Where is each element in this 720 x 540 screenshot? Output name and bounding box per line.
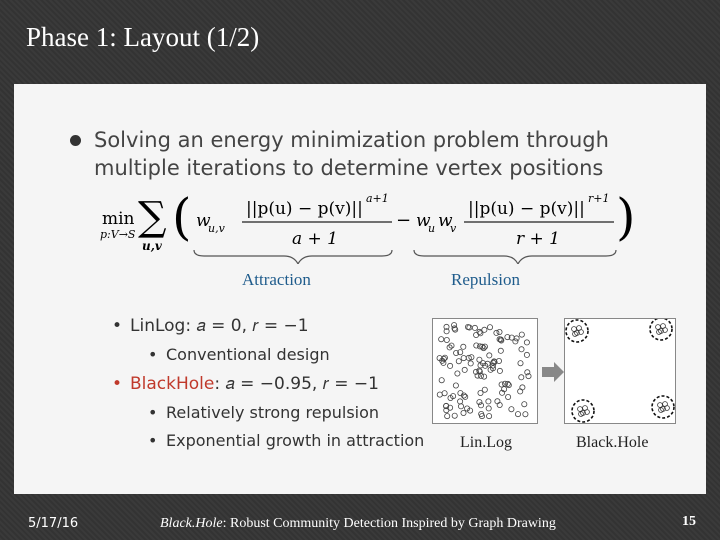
linlog-node [445, 414, 450, 419]
formula-left-paren-icon: ( [172, 188, 192, 246]
linlog-node [514, 336, 519, 341]
linlog-node [518, 361, 523, 366]
linlog-node [439, 337, 444, 342]
main-bullet-line2: multiple iterations to determine vertex positions [94, 156, 604, 180]
linlog-panel [432, 318, 538, 424]
linlog-label: Lin.Log [460, 434, 512, 451]
linlog-node [442, 391, 447, 396]
linlog-node [458, 404, 463, 409]
linlog-node [456, 359, 461, 364]
linlog-node [519, 347, 524, 352]
linlog-node [461, 356, 466, 361]
linlog-node [453, 383, 458, 388]
blackhole-cluster-ring [566, 320, 588, 342]
formula-svg [98, 184, 658, 264]
linlog-node [463, 394, 468, 399]
linlog-node [474, 332, 479, 337]
linlog-node [486, 406, 491, 411]
formula-min-sub: p:V→S [100, 228, 136, 241]
slide-title: Phase 1: Layout (1/2) [26, 22, 260, 52]
linlog-node [518, 389, 523, 394]
linlog-node [472, 325, 477, 330]
linlog-node [461, 344, 466, 349]
linlog-node [439, 378, 444, 383]
formula-rep-num: ||p(u) − p(v)|| [468, 199, 585, 219]
repulsion-brace-icon [414, 250, 616, 264]
linlog-node [522, 402, 527, 407]
sub-bullet-linlog: • LinLog: 𝑎 = 0, 𝑟 = −1 [112, 316, 309, 336]
linlog-node [486, 399, 491, 404]
main-bullet-line1: Solving an energy minimization problem through [94, 128, 609, 152]
sub-bullet-conventional: • Conventional design [148, 345, 330, 364]
sub-bullet-attraction: • Exponential growth in attraction [148, 431, 425, 450]
slide-content [14, 84, 706, 494]
linlog-node [482, 387, 487, 392]
linlog-node [519, 375, 524, 380]
linlog-node [524, 352, 529, 357]
blackhole-panel [564, 318, 676, 424]
formula-right-paren-icon: ) [616, 188, 636, 246]
formula-attr-den: a + 1 [292, 229, 339, 249]
formula-attr-exp: a+1 [366, 192, 389, 205]
linlog-node [498, 348, 503, 353]
formula-wu: w [416, 211, 431, 231]
linlog-node [437, 392, 442, 397]
page-number: 15 [682, 514, 696, 529]
linlog-node [506, 394, 511, 399]
linlog-node [523, 412, 528, 417]
blackhole-highlight: BlackHole [130, 374, 215, 394]
sub-bullet-repulsion: • Relatively strong repulsion [148, 403, 380, 422]
formula-minus: − [396, 210, 412, 231]
linlog-node [524, 340, 529, 345]
linlog-node [515, 412, 520, 417]
footer-date: 5/17/16 [28, 516, 79, 531]
formula-sum-sub: u,v [142, 239, 162, 253]
linlog-node [487, 414, 492, 419]
bullet-dot-icon [70, 135, 81, 146]
main-bullet [66, 126, 666, 182]
formula-rep-exp: r+1 [588, 192, 610, 205]
arrow-right-icon [542, 362, 566, 382]
blackhole-cluster-ring [652, 396, 674, 418]
blackhole-label: Black.Hole [576, 434, 649, 451]
linlog-node [494, 330, 499, 335]
linlog-node [477, 357, 482, 362]
linlog-node [478, 403, 483, 408]
repulsion-label: Repulsion [451, 270, 520, 289]
linlog-node [455, 371, 460, 376]
linlog-node [444, 337, 449, 342]
formula-w-sub: u,v [208, 222, 225, 235]
formula-attr-num: ||p(u) − p(v)|| [246, 199, 363, 219]
linlog-node [474, 343, 479, 348]
footer-title: Black.Hole: Robust Community Detection Inspired by Graph Drawing [160, 516, 556, 531]
sub-bullet-blackhole: • BlackHole: 𝑎 = −0.95, 𝑟 = −1 [112, 374, 379, 394]
linlog-node [458, 399, 463, 404]
linlog-node [452, 413, 457, 418]
linlog-node [513, 339, 518, 344]
linlog-node [497, 329, 502, 334]
linlog-node [461, 410, 466, 415]
blackhole-clusters [565, 319, 675, 423]
linlog-node [497, 368, 502, 373]
attraction-brace-icon [194, 250, 392, 264]
blackhole-cluster-ring [650, 319, 672, 340]
linlog-node [468, 361, 473, 366]
linlog-node [482, 327, 487, 332]
linlog-node [462, 367, 467, 372]
linlog-node [487, 325, 492, 330]
linlog-node [477, 329, 482, 334]
linlog-scatter [433, 319, 537, 423]
formula-w: w [196, 211, 211, 231]
energy-formula [98, 184, 658, 264]
linlog-node [477, 400, 482, 405]
formula-min: min [102, 209, 135, 229]
formula-wv: w [438, 211, 453, 231]
blackhole-cluster-ring [572, 400, 594, 422]
formula-sum-icon: ∑ [138, 194, 167, 240]
linlog-node [509, 407, 514, 412]
attraction-label: Attraction [242, 270, 311, 289]
linlog-node [448, 363, 453, 368]
formula-wu-sub: u [428, 222, 436, 235]
linlog-node [487, 353, 492, 358]
formula-rep-den: r + 1 [516, 229, 560, 249]
linlog-node [519, 332, 524, 337]
formula-wv-sub: v [450, 222, 457, 235]
